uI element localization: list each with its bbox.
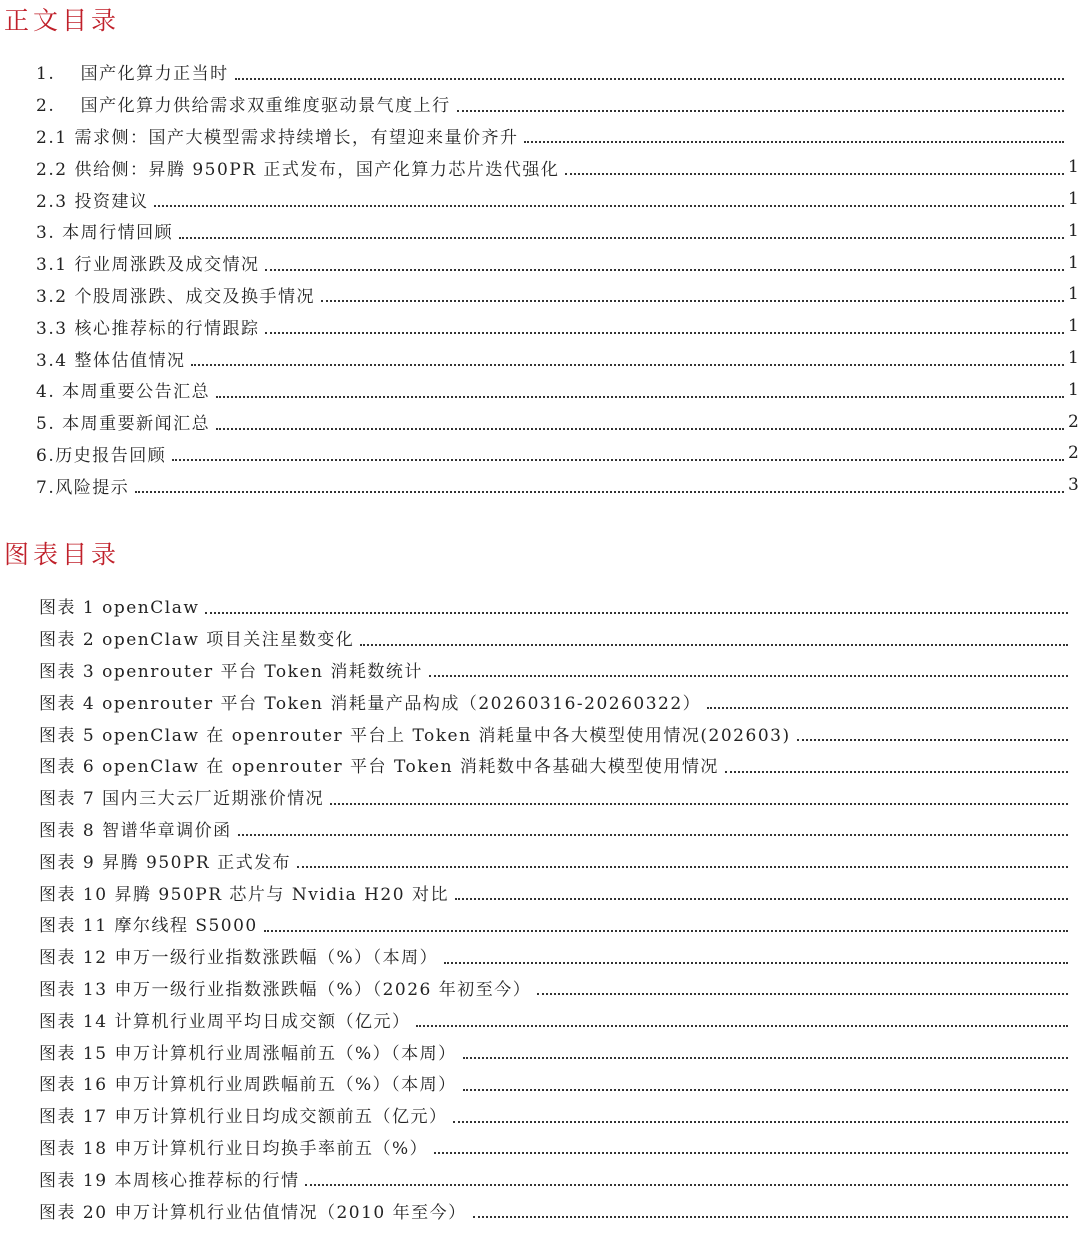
dot-leader <box>172 457 1064 461</box>
dot-leader <box>297 864 1068 868</box>
figure-entry-label[interactable]: 图表 9 昇腾 950PR 正式发布 <box>39 852 292 873</box>
toc-entry[interactable] <box>0 120 1080 152</box>
toc-entry-page-number: 1 <box>1068 348 1079 369</box>
toc-entry-page-number: 2 <box>1068 411 1079 432</box>
figure-entry[interactable] <box>0 622 1080 654</box>
figure-entry-label[interactable]: 图表 6 openClaw 在 openrouter 平台 Token 消耗数中各基础大模型使用情况 <box>39 757 719 778</box>
toc-entry-label[interactable]: 3. 本周行情回顾 <box>36 223 174 244</box>
figure-entry-label[interactable]: 图表 15 申万计算机行业周涨幅前五（%）（本周） <box>39 1043 457 1064</box>
toc-entry[interactable] <box>0 183 1080 215</box>
figure-entry[interactable] <box>0 972 1080 1004</box>
figure-entry-label[interactable]: 图表 3 openrouter 平台 Token 消耗数统计 <box>39 661 423 682</box>
figure-entry-label[interactable]: 图表 7 国内三大云厂近期涨价情况 <box>39 789 325 810</box>
dot-leader <box>265 267 1064 271</box>
dot-leader <box>321 298 1064 302</box>
toc-entry[interactable] <box>0 151 1080 183</box>
figure-entry-label[interactable]: 图表 4 openrouter 平台 Token 消耗量产品构成（20260316-20260322） <box>39 693 702 714</box>
dot-leader <box>360 642 1068 646</box>
dot-leader <box>191 362 1064 366</box>
dot-leader <box>265 330 1064 334</box>
figure-entry[interactable] <box>0 876 1080 908</box>
figure-entry[interactable] <box>0 813 1080 845</box>
dot-leader <box>453 1119 1068 1123</box>
figure-entry[interactable] <box>0 1194 1080 1226</box>
dot-leader <box>444 960 1068 964</box>
figure-entry-label[interactable]: 图表 10 昇腾 950PR 芯片与 Nvidia H20 对比 <box>39 884 449 905</box>
toc-entry-page-number: 1 <box>1068 252 1079 273</box>
toc-entry-label[interactable]: 3.1 行业周涨跌及成交情况 <box>36 255 260 276</box>
figure-entry-label[interactable]: 图表 17 申万计算机行业日均成交额前五（亿元） <box>39 1107 448 1128</box>
figure-entry[interactable] <box>0 1162 1080 1194</box>
toc-entry-page-number: 1 <box>1068 189 1079 210</box>
figure-entry[interactable] <box>0 654 1080 686</box>
toc-entry-label[interactable]: 3.4 整体估值情况 <box>36 350 186 371</box>
figure-entry-label[interactable]: 图表 18 申万计算机行业日均换手率前五（%） <box>39 1138 429 1159</box>
figure-entry[interactable] <box>0 1131 1080 1163</box>
toc-entry[interactable] <box>0 247 1080 279</box>
toc-entry[interactable] <box>0 374 1080 406</box>
dot-leader <box>434 1150 1068 1154</box>
toc-list <box>0 56 1080 501</box>
figure-index-heading: 图表目录 <box>4 540 121 569</box>
toc-entry[interactable] <box>0 88 1080 120</box>
toc-entry-label[interactable]: 6.历史报告回顾 <box>36 445 167 466</box>
dot-leader <box>264 928 1068 932</box>
dot-leader <box>235 76 1064 80</box>
figure-entry[interactable] <box>0 1099 1080 1131</box>
dot-leader <box>330 801 1068 805</box>
dot-leader <box>135 489 1064 493</box>
toc-entry-label[interactable]: 3.3 核心推荐标的行情跟踪 <box>36 318 260 339</box>
toc-entry-page-number: 3 <box>1068 475 1079 496</box>
toc-entry[interactable] <box>0 310 1080 342</box>
toc-entry-label[interactable]: 1. 国产化算力正当时 <box>36 64 229 85</box>
toc-entry[interactable] <box>0 406 1080 438</box>
figure-entry[interactable] <box>0 685 1080 717</box>
dot-leader <box>473 1214 1068 1218</box>
dot-leader <box>725 769 1068 773</box>
toc-entry-page-number: 1 <box>1068 316 1079 337</box>
figure-entry[interactable] <box>0 1035 1080 1067</box>
figure-index-list <box>0 590 1080 1226</box>
toc-entry[interactable] <box>0 56 1080 88</box>
toc-entry-page-number: 2 <box>1068 443 1079 464</box>
figure-entry[interactable] <box>0 749 1080 781</box>
dot-leader <box>457 108 1064 112</box>
figure-entry[interactable] <box>0 908 1080 940</box>
figure-entry[interactable] <box>0 940 1080 972</box>
figure-entry[interactable] <box>0 717 1080 749</box>
dot-leader <box>305 1182 1068 1186</box>
dot-leader <box>455 896 1068 900</box>
figure-entry-label[interactable]: 图表 16 申万计算机行业周跌幅前五（%）（本周） <box>39 1075 457 1096</box>
dot-leader <box>416 1023 1068 1027</box>
dot-leader <box>537 991 1068 995</box>
figure-entry[interactable] <box>0 844 1080 876</box>
toc-entry-label[interactable]: 3.2 个股周涨跌、成交及换手情况 <box>36 286 315 307</box>
dot-leader <box>154 203 1064 207</box>
toc-entry-page-number: 1 <box>1068 157 1079 178</box>
toc-entry[interactable] <box>0 438 1080 470</box>
toc-entry-label[interactable]: 2.1 需求侧：国产大模型需求持续增长，有望迎来量价齐升 <box>36 127 519 148</box>
dot-leader <box>524 139 1064 143</box>
toc-entry-page-number: 1 <box>1068 220 1079 241</box>
figure-entry[interactable] <box>0 1067 1080 1099</box>
dot-leader <box>463 1055 1068 1059</box>
toc-entry[interactable] <box>0 279 1080 311</box>
figure-entry-label[interactable]: 图表 12 申万一级行业指数涨跌幅（%）（本周） <box>39 948 439 969</box>
toc-entry-label[interactable]: 2. 国产化算力供给需求双重维度驱动景气度上行 <box>36 96 451 117</box>
toc-entry-page-number: 1 <box>1068 379 1079 400</box>
figure-entry-label[interactable]: 图表 14 计算机行业周平均日成交额（亿元） <box>39 1011 411 1032</box>
toc-entry-label[interactable]: 2.3 投资建议 <box>36 191 149 212</box>
figure-entry-label[interactable]: 图表 13 申万一级行业指数涨跌幅（%）（2026 年初至今） <box>39 979 532 1000</box>
figure-entry[interactable] <box>0 590 1080 622</box>
toc-entry[interactable] <box>0 342 1080 374</box>
dot-leader <box>429 673 1068 677</box>
figure-entry-label[interactable]: 图表 8 智谱华章调价函 <box>39 820 232 841</box>
dot-leader <box>797 737 1068 741</box>
dot-leader <box>216 426 1064 430</box>
figure-entry-label[interactable]: 图表 2 openClaw 项目关注星数变化 <box>39 630 355 651</box>
dot-leader <box>179 235 1064 239</box>
figure-entry-label[interactable]: 图表 11 摩尔线程 S5000 <box>39 916 258 937</box>
toc-entry-label[interactable]: 2.2 供给侧：昇腾 950PR 正式发布，国产化算力芯片迭代强化 <box>36 159 560 180</box>
toc-entry[interactable] <box>0 469 1080 501</box>
toc-heading: 正文目录 <box>4 6 121 35</box>
dot-leader <box>216 394 1064 398</box>
figure-entry-label[interactable]: 图表 20 申万计算机行业估值情况（2010 年至今） <box>39 1202 467 1223</box>
figure-entry-label[interactable]: 图表 19 本周核心推荐标的行情 <box>39 1170 300 1191</box>
figure-entry-label[interactable]: 图表 5 openClaw 在 openrouter 平台上 Token 消耗量中各大模型使用情况(202603) <box>39 725 791 746</box>
toc-entry-label[interactable]: 7.风险提示 <box>36 477 130 498</box>
figure-entry-label[interactable]: 图表 1 openClaw <box>39 598 200 619</box>
dot-leader <box>463 1087 1068 1091</box>
toc-entry-label[interactable]: 4. 本周重要公告汇总 <box>36 382 211 403</box>
figure-entry[interactable] <box>0 781 1080 813</box>
figure-entry[interactable] <box>0 1003 1080 1035</box>
toc-entry[interactable] <box>0 215 1080 247</box>
dot-leader <box>565 171 1064 175</box>
toc-entry-page-number: 1 <box>1068 284 1079 305</box>
dot-leader <box>205 610 1068 614</box>
dot-leader <box>707 705 1068 709</box>
dot-leader <box>238 832 1068 836</box>
toc-entry-label[interactable]: 5. 本周重要新闻汇总 <box>36 414 211 435</box>
